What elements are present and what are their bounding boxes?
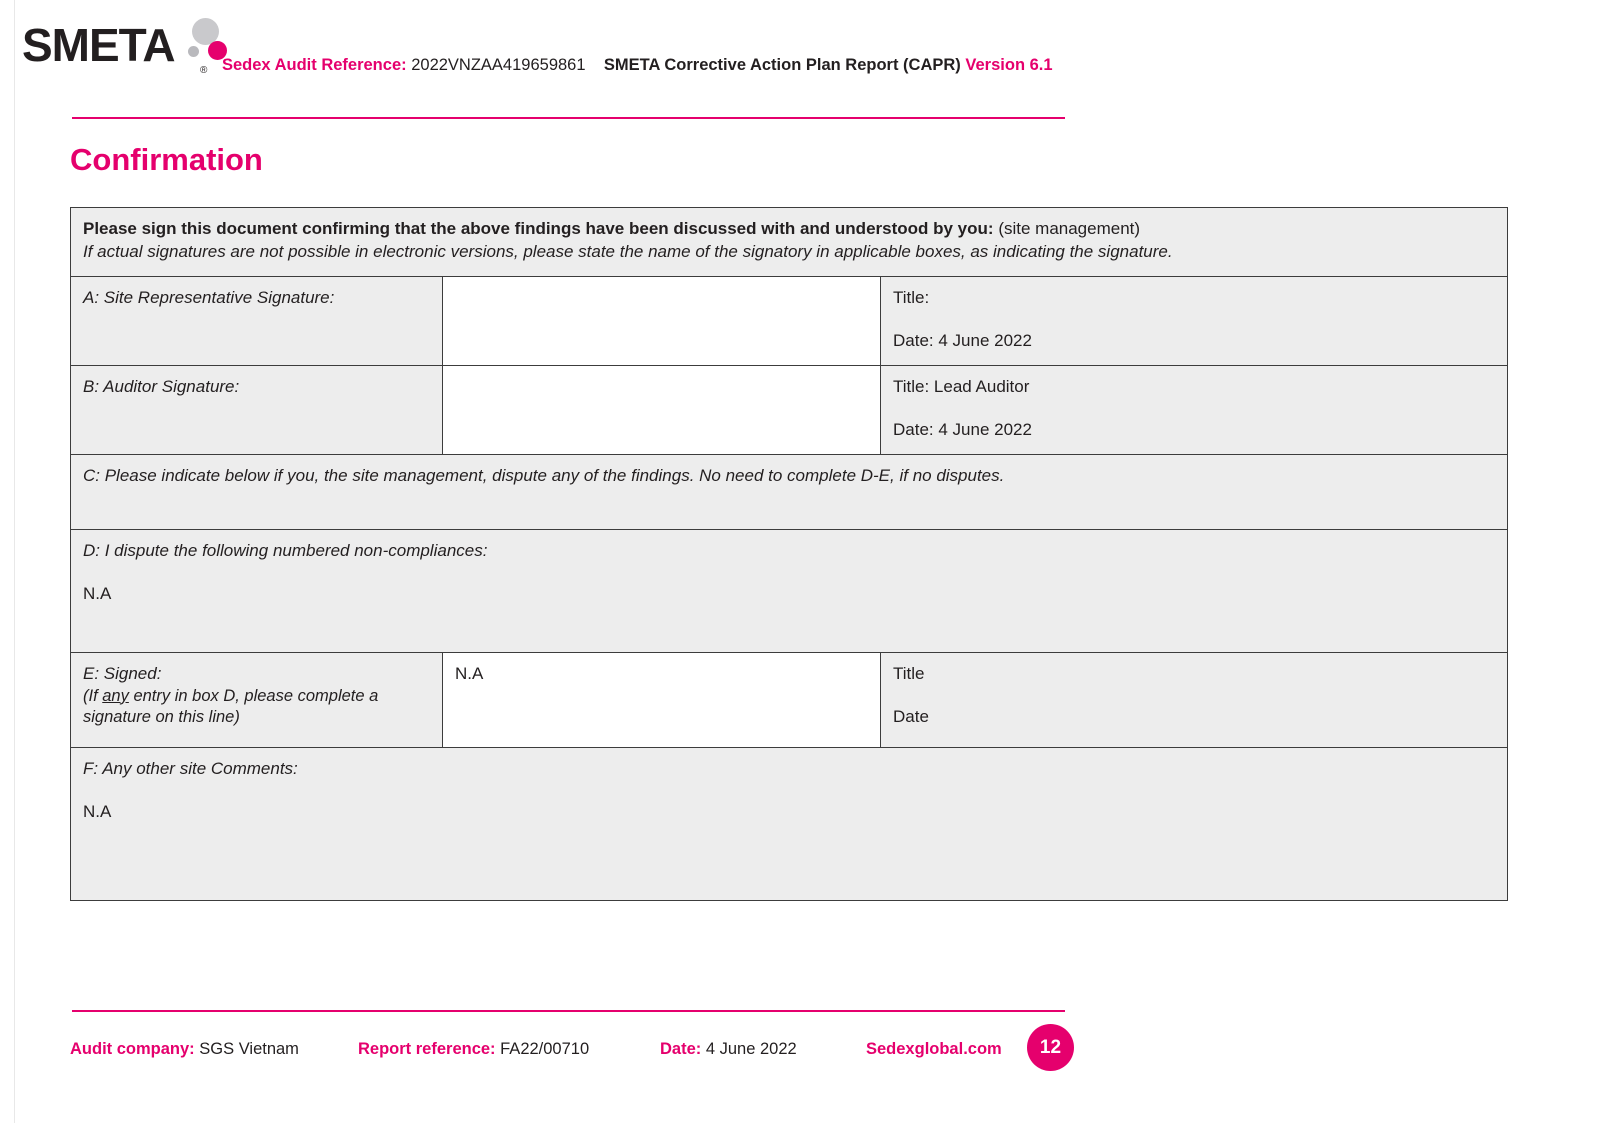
footer-brand-link[interactable]: Sedexglobal.com (866, 1040, 1002, 1058)
row-d-value[interactable]: N.A (83, 583, 112, 603)
page-title: Confirmation (70, 142, 263, 177)
footer-date (660, 1040, 797, 1059)
row-e-label-post: entry in box D, please complete a signature on this line) (83, 686, 379, 726)
row-a-title: Title: (893, 287, 930, 307)
footer-report-reference-value: FA22/00710 (500, 1040, 590, 1058)
page-bottom-edge (0, 1123, 1600, 1131)
header-reference-line (222, 56, 1053, 75)
instructions-italic-text: If actual signatures are not possible in electronic versions, please state the name of the signatory in applicable boxes, as indicating the signature. (83, 241, 1173, 261)
row-e-label-cell (71, 652, 443, 747)
page-header (0, 0, 1600, 112)
logo-registered-mark: ® (200, 65, 208, 76)
row-e-title: Title (893, 663, 925, 683)
row-b-title: Title: Lead Auditor (893, 376, 1030, 396)
row-a-signature-field[interactable] (443, 276, 881, 365)
table-row-b (71, 365, 1508, 454)
instructions-cell (71, 208, 1508, 277)
row-d-label: D: I dispute the following numbered non-compliances: (83, 540, 488, 560)
confirmation-table (70, 207, 1508, 901)
footer-audit-company-label: Audit company: (70, 1040, 195, 1058)
table-row-f (71, 747, 1508, 900)
table-row-e (71, 652, 1508, 747)
row-b-signature-field[interactable] (443, 365, 881, 454)
table-row-d (71, 529, 1508, 652)
row-f-label: F: Any other site Comments: (83, 758, 298, 778)
table-row-a (71, 276, 1508, 365)
footer-audit-company-value: SGS Vietnam (199, 1040, 299, 1058)
logo-wordmark: SMETA (22, 19, 175, 71)
row-e-label-underline: any (102, 686, 129, 705)
row-a-title-date-cell (881, 276, 1508, 365)
instructions-normal-text: (site management) (998, 219, 1141, 238)
instructions-bold-text: Please sign this document confirming that the above findings have been discussed with and understood by you: (83, 219, 994, 238)
row-e-date: Date (893, 706, 929, 726)
footer-audit-company (70, 1040, 299, 1059)
page-number-badge: 12 (1027, 1024, 1074, 1071)
row-b-label: B: Auditor Signature: (83, 376, 240, 396)
row-a-date: Date: 4 June 2022 (893, 330, 1032, 350)
report-title: SMETA Corrective Action Plan Report (CAPR) (603, 56, 961, 74)
audit-reference-label: Sedex Audit Reference: (222, 56, 407, 74)
row-f-cell (71, 747, 1508, 900)
row-e-signature-field[interactable] (443, 652, 881, 747)
report-version: Version 6.1 (965, 56, 1053, 74)
footer-divider (72, 1010, 1065, 1012)
smeta-logo (22, 10, 232, 76)
logo-circle-grey-small-icon (188, 46, 199, 57)
row-e-signature-value: N.A (455, 663, 484, 683)
row-b-date: Date: 4 June 2022 (893, 419, 1032, 439)
footer-date-label: Date: (660, 1040, 702, 1058)
table-row-instructions (71, 208, 1508, 277)
table-row-c (71, 454, 1508, 529)
footer-date-value: 4 June 2022 (705, 1040, 797, 1058)
row-a-label-cell (71, 276, 443, 365)
row-d-cell (71, 529, 1508, 652)
header-divider (72, 117, 1065, 119)
row-b-title-date-cell (881, 365, 1508, 454)
row-e-title-date-cell (881, 652, 1508, 747)
page-left-edge (0, 0, 15, 1131)
audit-reference-value: 2022VNZAA419659861 (411, 56, 586, 74)
row-f-value[interactable]: N.A (83, 801, 112, 821)
row-e-label-line2 (83, 686, 430, 728)
footer-report-reference (358, 1040, 589, 1059)
row-a-label: A: Site Representative Signature: (83, 287, 335, 307)
row-e-label-pre: (If (83, 686, 103, 705)
row-e-label-line1: E: Signed: (83, 663, 162, 683)
footer-report-reference-label: Report reference: (358, 1040, 496, 1058)
row-c-label: C: Please indicate below if you, the site management, dispute any of the findings. No need to complete D-E, if no disputes. (83, 465, 1005, 485)
row-c-cell (71, 454, 1508, 529)
page-footer (0, 1030, 1600, 1090)
row-b-label-cell (71, 365, 443, 454)
